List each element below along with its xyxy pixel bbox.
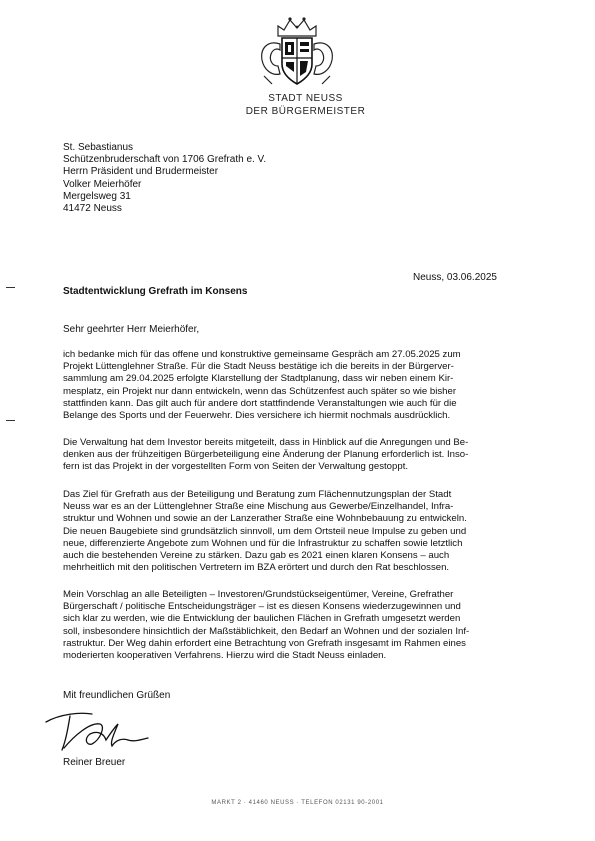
punch-mark bbox=[6, 420, 15, 421]
body-line: Die neuen Baugebiete sind grundsätzlich sinnvoll, um dem Ortsteil neue Impulse zu geben und bbox=[63, 525, 467, 537]
recipient-line: 41472 Neuss bbox=[63, 203, 122, 215]
body-line: struktur und Wohnen und sowie an der Lanzerather Straße eine Wohnbebauung zu entwickeln. bbox=[63, 513, 467, 525]
signer-name: Reiner Breuer bbox=[63, 757, 126, 768]
fold-mark bbox=[6, 287, 15, 288]
recipient-line: Volker Meierhöfer bbox=[63, 178, 142, 190]
letter-subject: Stadtentwicklung Grefrath im Konsens bbox=[63, 286, 248, 297]
issuer-city-name: STADT NEUSS bbox=[268, 93, 343, 104]
body-paragraph-3 bbox=[63, 489, 533, 574]
body-line: Bürgerschaft / politische Entscheidungsträger – ist es diesen Konsens wiederzugewinnen und bbox=[63, 601, 461, 613]
body-line: Die Verwaltung hat dem Investor bereits mitgeteilt, dass in Hinblick auf die Anregungen und Be- bbox=[63, 437, 469, 448]
body-line: ich bedanke mich für das offene und konstruktive gemeinsame Gespräch am 27.05.2025 zum bbox=[63, 349, 461, 360]
body-line: moderierten kooperativen Verfahrens. Hierzu wird die Stadt Neuss einladen. bbox=[63, 650, 387, 662]
footer-address: MARKT 2 · 41460 NEUSS · TELEFON 02131 90-2001 bbox=[211, 800, 384, 806]
recipient-address-block bbox=[63, 142, 266, 215]
body-paragraph-1 bbox=[63, 349, 533, 422]
body-line: sich klar zu werden, wie die Entwicklung der baulichen Flächen in Grefrath umgesetzt werden bbox=[63, 613, 461, 625]
issuer-office-title: DER BÜRGERMEISTER bbox=[245, 106, 366, 117]
body-paragraph-2 bbox=[63, 437, 533, 474]
body-line: mesplatz, ein Projekt nur dann entwickeln, wenn das Schützenfest auch später so wie bisher bbox=[63, 385, 457, 397]
body-line: denken aus der frühzeitigen Bürgerbeteiligung eine Änderung der Planung erforderlich ist. Inso- bbox=[63, 449, 469, 461]
body-line: Das Ziel für Grefrath aus der Beteiligung und Beratung zum Flächennutzungsplan der Stadt bbox=[63, 489, 452, 500]
recipient-line: St. Sebastianus bbox=[63, 142, 134, 153]
handwritten-signature bbox=[40, 700, 160, 756]
body-line: Belange des Sports und der Feuerwehr. Dies versichere ich hiermit nochmals ausdrücklich. bbox=[63, 410, 451, 422]
body-line: rastruktur. Der Weg dahin erfordert eine Betrachtung von Grefrath insgesamt im Rahmen eines bbox=[63, 637, 466, 649]
body-paragraph-4 bbox=[63, 589, 533, 662]
body-line: sammlung am 29.04.2025 erfolgte Klarstellung der Stadtplanung, dass wir neben einem Kir- bbox=[63, 373, 454, 385]
body-line: mehrheitlich mit den politischen Vertretern im BZA erörtert und durch den Rat beschlossen. bbox=[63, 562, 450, 574]
recipient-line: Mergelsweg 31 bbox=[63, 190, 131, 202]
recipient-line: Herrn Präsident und Brudermeister bbox=[63, 166, 219, 178]
body-line: stattfinden kann. Das gilt auch für andere dort stattfindende Veranstaltungen wie auch für die bbox=[63, 397, 457, 409]
recipient-line: Schützenbruderschaft von 1706 Grefrath e. V. bbox=[63, 154, 267, 166]
salutation: Sehr geehrter Herr Meierhöfer, bbox=[63, 324, 200, 335]
city-coat-of-arms-logo bbox=[250, 14, 344, 90]
body-line: Neuss war es an der Lüttenglehner Straße eine Mischung aus Gewerbe/Einzelhandel, Infra- bbox=[63, 501, 454, 513]
body-line: Projekt Lüttenglehner Straße. Für die Stadt Neuss bestätige ich die bereits in der Bürgerver- bbox=[63, 361, 454, 373]
body-line: Mein Vorschlag an alle Beteiligten – Investoren/Grundstückseigentümer, Vereine, Grefrather bbox=[63, 589, 454, 600]
closing-phrase: Mit freundlichen Grüßen bbox=[63, 690, 171, 701]
body-line: neue, differenzierte Angebote zum Wohnen und für die Infrastruktur zu schaffen sowie letztlich bbox=[63, 537, 463, 549]
body-line: auch die bestehenden Vereine zu stärken. Dazu gab es 2021 einen klaren Konsens – auch bbox=[63, 550, 450, 562]
body-line: soll, insbesondere hinsichtlich der Maßstäblichkeit, den Bedarf an Wohnen und der sozialen Inf- bbox=[63, 625, 470, 637]
body-line: fern ist das Projekt in der vorgestellten Form von Seiten der Verwaltung gestoppt. bbox=[63, 461, 409, 473]
letter-date: Neuss, 03.06.2025 bbox=[413, 272, 497, 283]
